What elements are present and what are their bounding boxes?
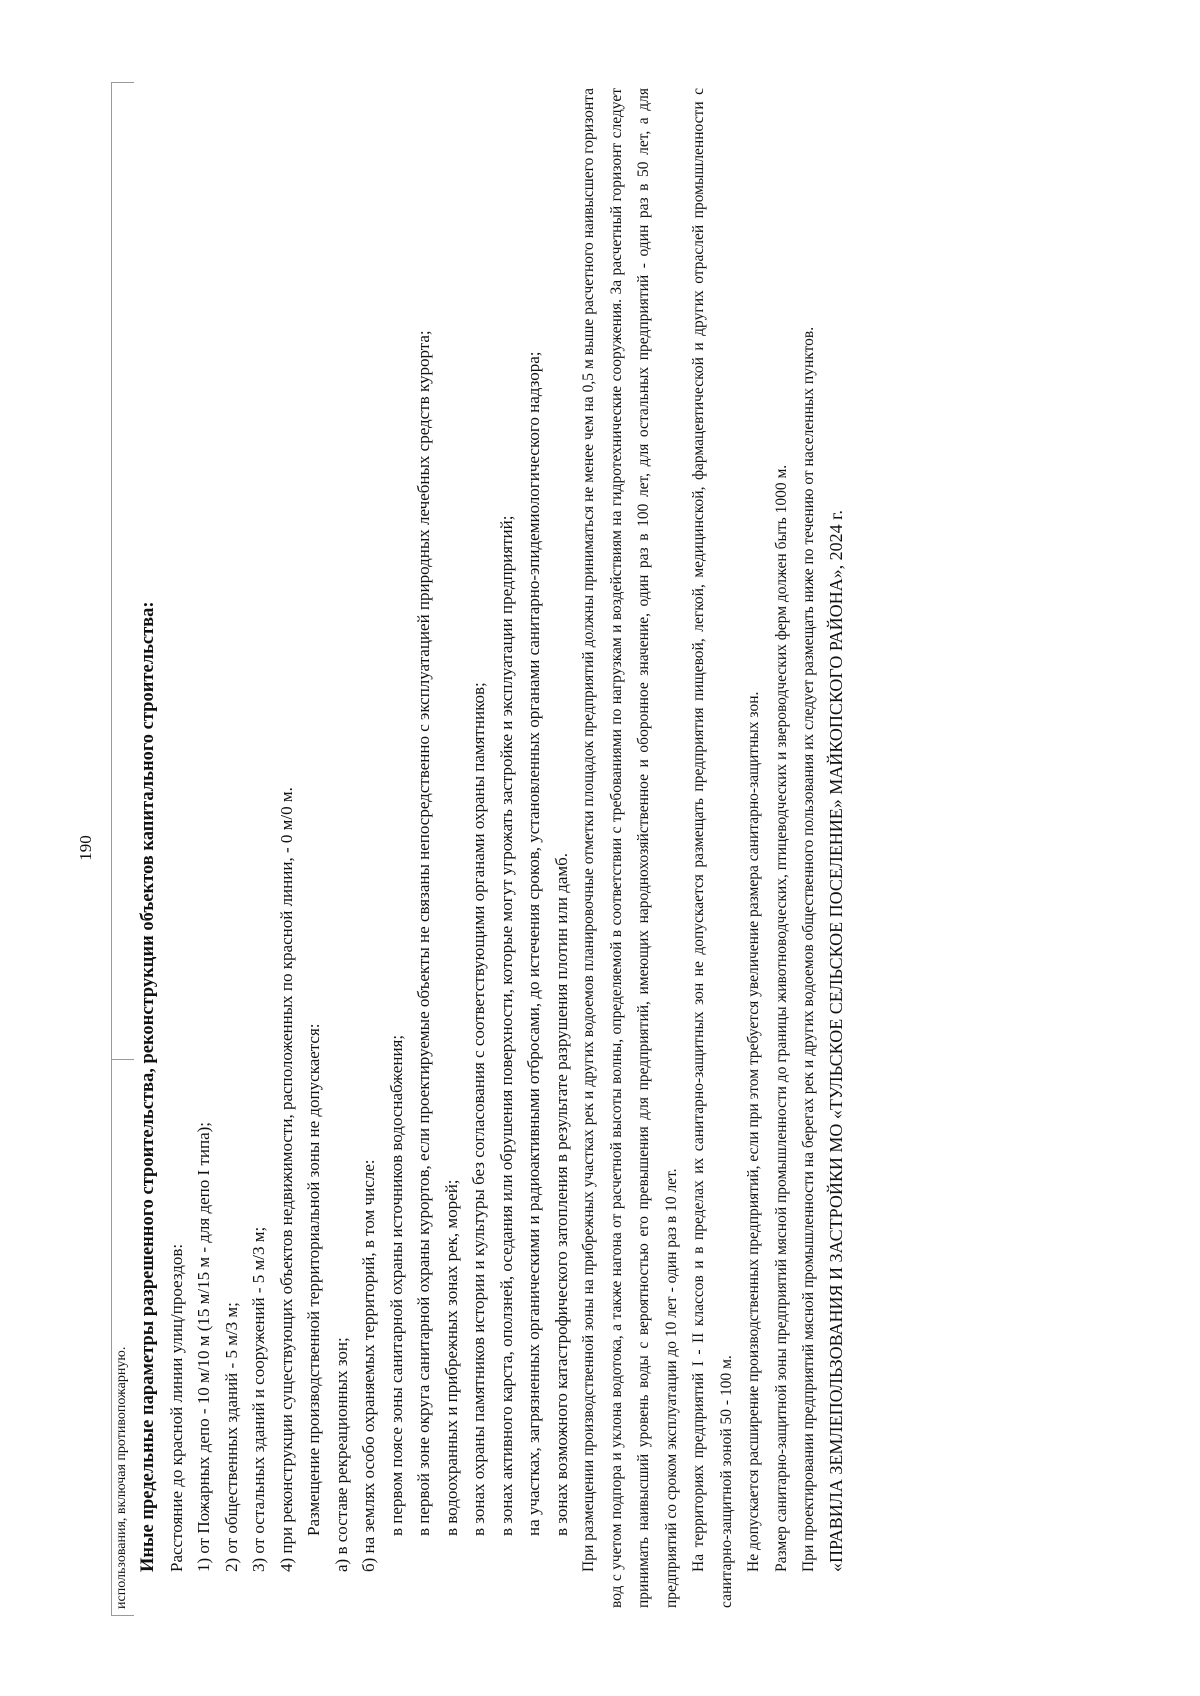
paragraph: в первой зоне округа санитарной охраны курортов, если проектируемые объекты не связаны непосредственно с эксплуатацией природных лечебных средств курорта; — [414, 330, 433, 1536]
paragraph: в водоохранных и прибрежных зонах рек, морей; — [441, 1179, 461, 1536]
paragraph: в зонах охраны памятников истории и культуры без согласования с соответствующими органами охраны памятников; — [469, 682, 488, 1536]
paragraph: При размещении производственной зоны на прибрежных участках рек и других водоемов планировочные отметки площадок предприятий должны приниматься не менее чем на 0,5 м выше расчетного наивысшего горизонта вод с учетом подпора и уклона водотока, а также нагона от расчетной высоты волны, определяемой в соответствии с требованиями по нагрузкам и воздействиям на гидротехнические сооружения. За расчетный горизонт следует принимать наивысший уровень воды с вероятностью его превышения для предприятий, имеющих народнохозяйственное и оборонное значение, один раз в 100 лет, для остальных предприятий - один раз в 50 лет, а для предприятий со сроком эксплуатации до 10 лет - один раз в 10 лет. — [580, 88, 680, 1608]
paragraph: 1) от Пожарных депо - 10 м/10 м (15 м/15 м - для депо I типа); — [194, 1122, 213, 1572]
section-heading: Иные предельные параметры разрешенного строительства, реконструкции объектов капитального строительства: — [138, 601, 158, 1572]
paragraph: Размещение производственной территориальной зоны не допускается: — [304, 1023, 323, 1536]
paragraph: на участках, загрязненных органическими и радиоактивными отбросами, до истечения сроков, установленных органами санитарно-эпидемиологического надзора; — [524, 351, 543, 1536]
document-body — [135, 88, 850, 1608]
paragraph: 2) от общественных зданий - 5 м/3 м; — [221, 1302, 241, 1572]
paragraph: 3) от остальных зданий и сооружений - 5 м/3 м; — [249, 1226, 268, 1572]
paragraph: в зонах возможного катастрофического затопления в результате разрушения плотин или дамб. — [551, 852, 571, 1536]
table-fragment-row — [111, 82, 134, 1616]
paragraph: Размер санитарно-защитной зоны предприятий мясной промышленности до границы животноводческих, птицеводческих и звероводческих ферм должен быть 1000 м. — [772, 464, 790, 1572]
paragraph: Не допускается расширение производственных предприятий, если при этом требуется увеличение размера санитарно-защитных зон. — [745, 691, 762, 1572]
paragraph: в первом поясе зоны санитарной охраны источников водоснабжения; — [386, 1034, 406, 1536]
paragraph: При проектировании предприятий мясной промышленности на берегах рек и других водоемов общественного пользования их следует размещать ниже по течению от населенных пунктов. — [800, 326, 817, 1572]
paragraph: б) на землях особо охраняемых территорий, в том числе: — [359, 1159, 378, 1572]
paragraph: в зонах активного карста, оползней, оседания или обрушения поверхности, которые могут угрожать застройке и эксплуатации предприятий; — [496, 515, 516, 1536]
table-column-divider — [112, 1059, 134, 1060]
paragraph: Расстояние до красной линии улиц/проездов: — [166, 1243, 186, 1572]
page-number: 190 — [76, 835, 95, 861]
paragraph: а) в составе рекреационных зон; — [331, 1337, 351, 1572]
table-fragment-text: использования, включая противопожарную. — [114, 1346, 129, 1609]
paragraph: На территориях предприятий I - II классов и в пределах их санитарно-защитных зон не допускается размещать предприятия пищевой, легкой, медицинской, фармацевтической и других отраслей промышленности с санитарно-защитной зоной 50 - 100 м. — [690, 88, 735, 1608]
paragraph: 4) при реконструкции существующих объектов недвижимости, расположенных по красной линии, - 0 м/0 м. — [276, 787, 296, 1572]
document-footer-title: «ПРАВИЛА ЗЕМЛЕПОЛЬЗОВАНИЯ И ЗАСТРОЙКИ МО «ТУЛЬСКОЕ СЕЛЬСКОЕ ПОСЕЛЕНИЕ» МАЙКОПСКОГО РАЙОНА», 2024 г. — [825, 510, 846, 1572]
